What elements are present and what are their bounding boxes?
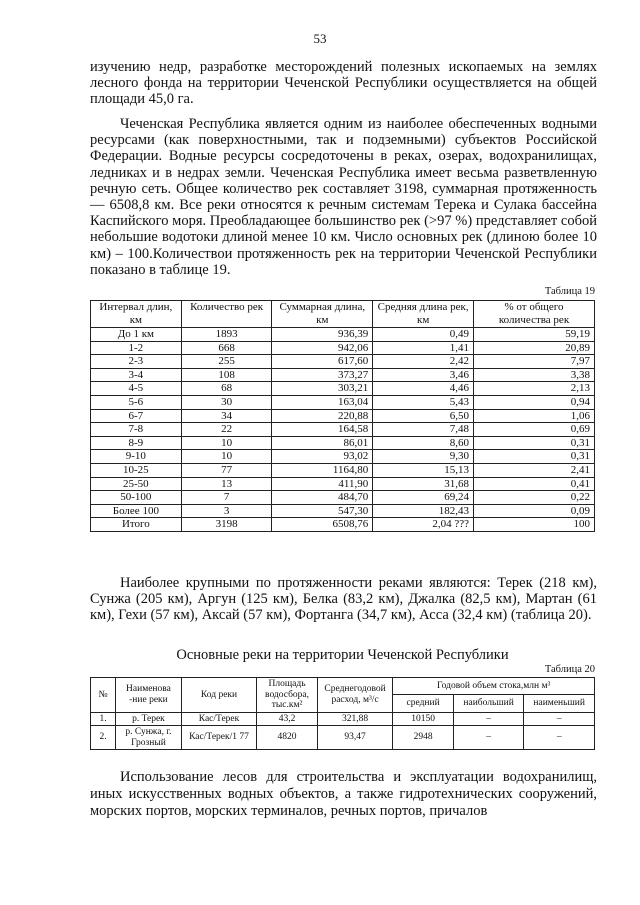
cell-river-code: Кас/Терек/1 77 — [181, 726, 257, 750]
cell-total-length: 547,30 — [272, 504, 373, 518]
cell-percent: 2,41 — [474, 463, 595, 477]
column-header-minimum: наименьший — [524, 695, 595, 712]
table-19-caption: Таблица 19 — [544, 286, 595, 297]
column-header-average-length: Средняя длина рек, км — [373, 301, 474, 328]
column-header-total-length: Суммарная длина, км — [272, 301, 373, 328]
column-header-river-code: Код реки — [181, 678, 257, 713]
cell-river-count: 7 — [181, 491, 272, 505]
table-header-row — [91, 678, 595, 695]
cell-catchment-area: 4820 — [257, 726, 317, 750]
cell-river-count: 30 — [181, 395, 272, 409]
cell-total-length: 164,58 — [272, 423, 373, 437]
table-row — [91, 409, 595, 423]
cell-average-length: 5,43 — [373, 395, 474, 409]
paragraph-largest-rivers: Наиболее крупными по протяженности реками являются: Терек (218 км), Сунжа (205 км), Аргун (125 км), Белка (83,2 км), Джалка (82,5 км), Мартан (61 км), Гехи (57 км), Аксай (57 км), Фортанга (34,7 км), Асса (32,4 км) (таблица 20). — [90, 575, 597, 624]
cell-total-length: 163,04 — [272, 395, 373, 409]
cell-catchment-area: 43,2 — [257, 712, 317, 726]
cell-average-length: 31,68 — [373, 477, 474, 491]
table-20-title: Основные реки на территории Чеченской Республики — [176, 647, 509, 663]
table-row — [91, 712, 595, 726]
cell-total-length: 220,88 — [272, 409, 373, 423]
cell-percent: 0,41 — [474, 477, 595, 491]
cell-length-interval: 8-9 — [91, 436, 182, 450]
column-header-percent-of-total: % от общего количества рек — [474, 301, 595, 328]
cell-river-code: Кас/Терек — [181, 712, 257, 726]
column-header-annual-flow: Среднегодовой расход, м³/с — [317, 678, 393, 713]
table-row — [91, 328, 595, 342]
column-header-river-count: Количество рек — [181, 301, 272, 328]
cell-percent: 7,97 — [474, 355, 595, 369]
column-header-number: № — [91, 678, 116, 713]
page-number: 53 — [313, 31, 327, 46]
cell-percent: 100 — [474, 518, 595, 532]
column-header-average: средний — [393, 695, 453, 712]
table-row — [91, 395, 595, 409]
cell-percent: 20,89 — [474, 341, 595, 355]
cell-length-interval: 5-6 — [91, 395, 182, 409]
cell-annual-flow: 321,88 — [317, 712, 393, 726]
cell-total-length: 936,39 — [272, 328, 373, 342]
table-row — [91, 341, 595, 355]
table-row — [91, 382, 595, 396]
cell-average-volume: 2948 — [393, 726, 453, 750]
cell-average-length: 0,49 — [373, 328, 474, 342]
cell-length-interval: Итого — [91, 518, 182, 532]
cell-average-length: 6,50 — [373, 409, 474, 423]
cell-river-count: 255 — [181, 355, 272, 369]
cell-minimum-volume: – — [524, 712, 595, 726]
cell-minimum-volume: – — [524, 726, 595, 750]
cell-average-length: 4,46 — [373, 382, 474, 396]
paragraph-intro: изучению недр, разработке месторождений полезных ископаемых на землях лесного фонда на территории Чеченской Республики осуществляется на общей площади 45,0 га. — [90, 59, 597, 108]
cell-average-length: 9,30 — [373, 450, 474, 464]
table-row — [91, 368, 595, 382]
cell-total-length: 93,02 — [272, 450, 373, 464]
cell-river-count: 3 — [181, 504, 272, 518]
cell-length-interval: 7-8 — [91, 423, 182, 437]
table-row — [91, 504, 595, 518]
cell-percent: 0,22 — [474, 491, 595, 505]
cell-river-count: 3198 — [181, 518, 272, 532]
cell-total-length: 303,21 — [272, 382, 373, 396]
column-header-length-interval: Интервал длин, км — [91, 301, 182, 328]
cell-percent: 0,31 — [474, 436, 595, 450]
table-header-row — [91, 301, 595, 328]
table-row — [91, 491, 595, 505]
table-row — [91, 450, 595, 464]
cell-length-interval: 2-3 — [91, 355, 182, 369]
cell-total-length: 617,60 — [272, 355, 373, 369]
table-row — [91, 477, 595, 491]
cell-average-length: 15,13 — [373, 463, 474, 477]
cell-river-count: 10 — [181, 450, 272, 464]
table-row — [91, 355, 595, 369]
cell-maximum-volume: – — [453, 712, 524, 726]
cell-average-length: 69,24 — [373, 491, 474, 505]
cell-length-interval: 1-2 — [91, 341, 182, 355]
paragraph-water-resources: Чеченская Республика является одним из наиболее обеспеченных водными ресурсами (как поверхностными, так и подземными) субъектов Российской Федерации. Водные ресурсы сосредоточены в реках, озерах, водохранилищах, ледниках и в недрах земли. Чеченская Республика имеет весьма разветвленную речную сеть. Общее количество рек составляет 3198, суммарная протяженность — 6508,8 км. Все реки относятся к речным системам Терека и Сулака бассейна Каспийского моря. Преобладающее большинство рек (>97 %) представляет собой небольшие водотоки длиной менее 10 км. Число основных рек (длиною более 10 км) – 100.Количествои протяженность рек на территории Чеченской Республики показано в таблице 19. — [90, 116, 597, 278]
column-header-river-name: Наименова -ние реки — [116, 678, 182, 713]
cell-total-length: 1164,80 — [272, 463, 373, 477]
cell-length-interval: 10-25 — [91, 463, 182, 477]
table-20-main-rivers — [90, 677, 595, 750]
cell-total-length: 942,06 — [272, 341, 373, 355]
cell-percent: 2,13 — [474, 382, 595, 396]
cell-average-length: 2,04 ??? — [373, 518, 474, 532]
column-header-catchment-area: Площадь водосбора, тыс.км² — [257, 678, 317, 713]
table-row — [91, 463, 595, 477]
cell-river-name: р. Терек — [116, 712, 182, 726]
cell-number: 1. — [91, 712, 116, 726]
cell-percent: 59,19 — [474, 328, 595, 342]
cell-length-interval: До 1 км — [91, 328, 182, 342]
cell-river-count: 34 — [181, 409, 272, 423]
table-20-caption: Таблица 20 — [544, 664, 595, 675]
table-row — [91, 518, 595, 532]
cell-length-interval: 4-5 — [91, 382, 182, 396]
cell-total-length: 86,01 — [272, 436, 373, 450]
cell-length-interval: Более 100 — [91, 504, 182, 518]
column-header-maximum: наибольший — [453, 695, 524, 712]
cell-percent: 0,94 — [474, 395, 595, 409]
table-19-rivers-by-length — [90, 300, 595, 532]
cell-length-interval: 3-4 — [91, 368, 182, 382]
cell-average-length: 3,46 — [373, 368, 474, 382]
table-row — [91, 423, 595, 437]
cell-river-count: 668 — [181, 341, 272, 355]
cell-percent: 0,31 — [474, 450, 595, 464]
cell-annual-flow: 93,47 — [317, 726, 393, 750]
cell-total-length: 484,70 — [272, 491, 373, 505]
column-header-annual-volume: Годовой объем стока,млн м³ — [393, 678, 595, 695]
cell-number: 2. — [91, 726, 116, 750]
cell-river-count: 108 — [181, 368, 272, 382]
cell-total-length: 411,90 — [272, 477, 373, 491]
cell-percent: 1,06 — [474, 409, 595, 423]
cell-percent: 3,38 — [474, 368, 595, 382]
cell-river-count: 22 — [181, 423, 272, 437]
cell-total-length: 6508,76 — [272, 518, 373, 532]
cell-average-length: 8,60 — [373, 436, 474, 450]
cell-length-interval: 6-7 — [91, 409, 182, 423]
cell-river-count: 68 — [181, 382, 272, 396]
cell-percent: 0,69 — [474, 423, 595, 437]
paragraph-forest-use: Использование лесов для строительства и эксплуатации водохранилищ, иных искусственных водных объектов, а также гидротехнических сооружений, морских портов, морских терминалов, речных портов, причалов — [90, 769, 597, 819]
cell-length-interval: 9-10 — [91, 450, 182, 464]
cell-river-count: 13 — [181, 477, 272, 491]
cell-average-length: 2,42 — [373, 355, 474, 369]
cell-average-volume: 10150 — [393, 712, 453, 726]
table-row — [91, 726, 595, 750]
cell-length-interval: 25-50 — [91, 477, 182, 491]
cell-maximum-volume: – — [453, 726, 524, 750]
cell-average-length: 182,43 — [373, 504, 474, 518]
cell-river-count: 1893 — [181, 328, 272, 342]
cell-length-interval: 50-100 — [91, 491, 182, 505]
table-row — [91, 436, 595, 450]
cell-average-length: 7,48 — [373, 423, 474, 437]
cell-river-count: 77 — [181, 463, 272, 477]
cell-total-length: 373,27 — [272, 368, 373, 382]
cell-average-length: 1,41 — [373, 341, 474, 355]
cell-river-name: р. Сунжа, г. Грозный — [116, 726, 182, 750]
cell-percent: 0,09 — [474, 504, 595, 518]
cell-river-count: 10 — [181, 436, 272, 450]
